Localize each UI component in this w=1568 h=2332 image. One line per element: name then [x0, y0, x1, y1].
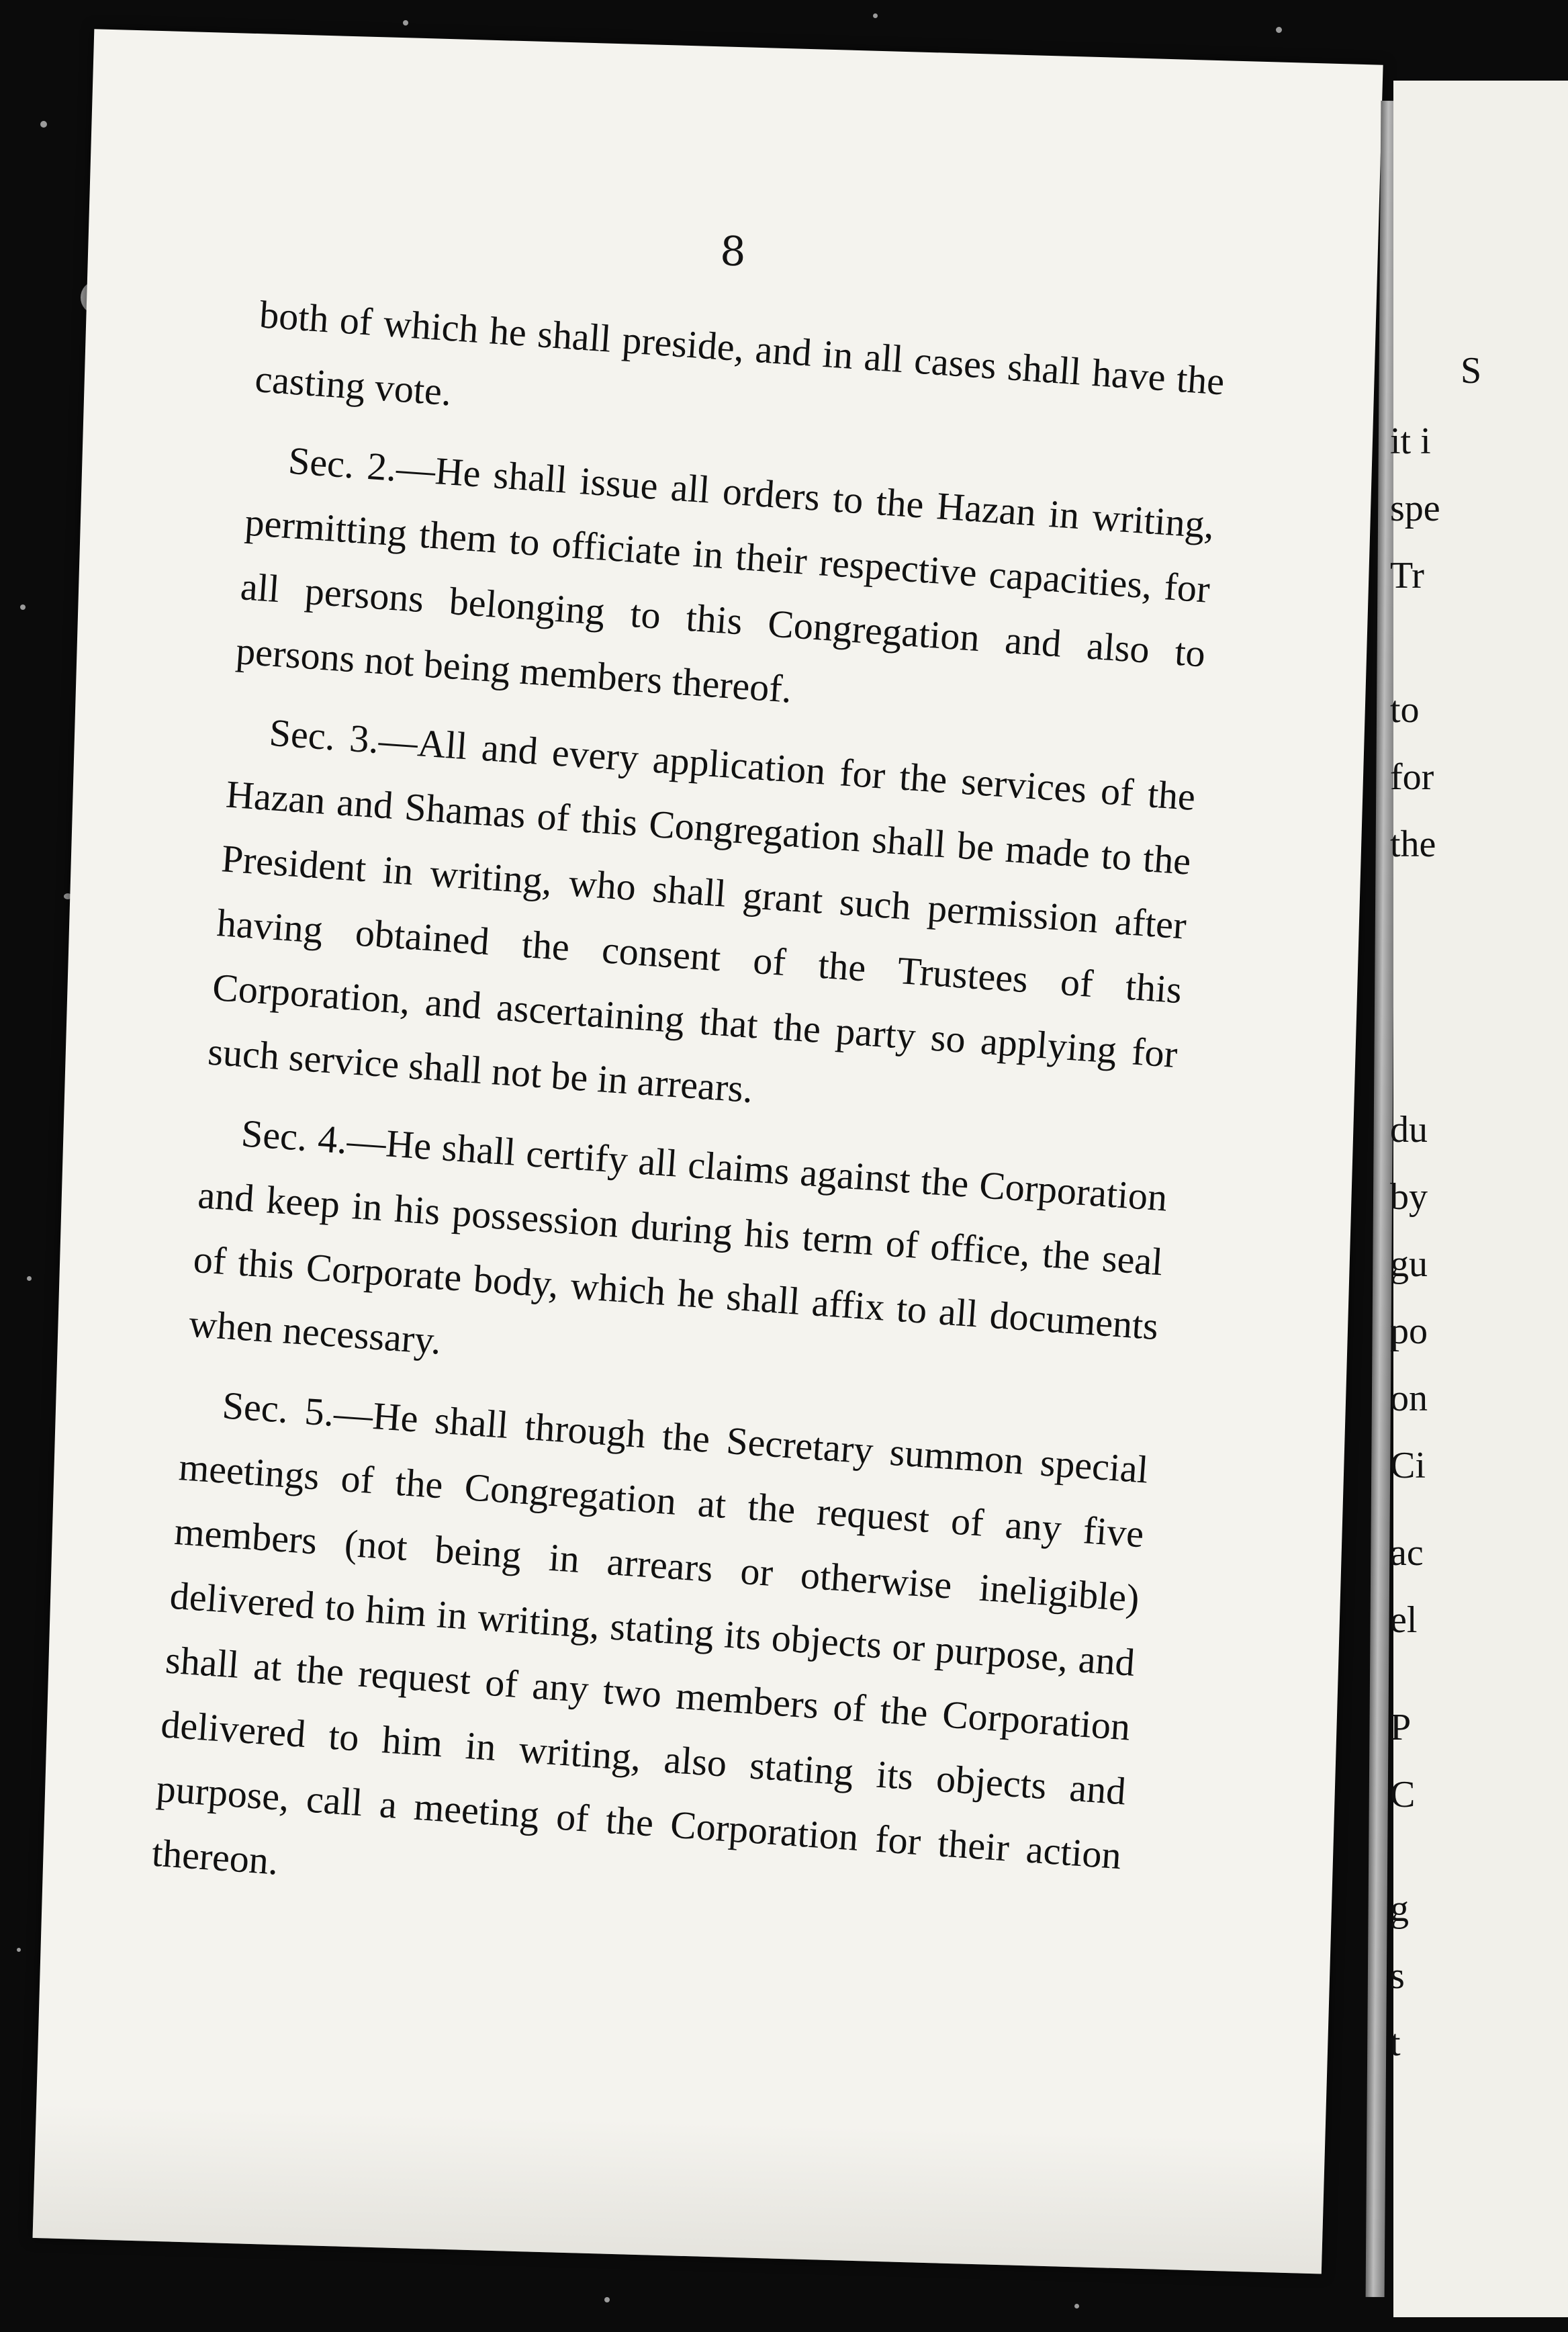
facing-fragment: t	[1390, 2022, 1401, 2064]
facing-fragment: s	[1390, 1955, 1405, 1997]
page-number: 8	[719, 228, 747, 276]
paragraph-sec-3: Sec. 3.—All and every application for the services of the Hazan and Shamas of this Congregation shall be made to the President in writing, who shall grant such permission after having obtained the consent of the Trustees of this Corporation, and ascertaining that the party so applying for such service shall not be in arrears.	[206, 710, 1197, 1112]
facing-fragment: po	[1390, 1310, 1428, 1352]
facing-fragment: to	[1390, 689, 1420, 731]
facing-fragment: el	[1390, 1599, 1418, 1641]
facing-fragment: du	[1390, 1109, 1428, 1151]
facing-fragment: Tr	[1390, 555, 1424, 596]
facing-page	[1390, 81, 1568, 2317]
facing-fragment: ac	[1390, 1532, 1424, 1574]
paragraph-sec-4: Sec. 4.—He shall certify all claims against the Corporation and keep in his possession during his term of office, the seal of this Corporate body, which he shall affix to all documents when necessary.	[187, 1111, 1169, 1363]
facing-fragment: spe	[1390, 488, 1440, 529]
book-page	[33, 29, 1383, 2274]
facing-fragment: on	[1390, 1378, 1428, 1419]
facing-fragment: P	[1390, 1707, 1412, 1748]
facing-fragment: it i	[1390, 420, 1431, 462]
page-text	[149, 282, 1227, 1967]
facing-fragment: Ci	[1390, 1445, 1426, 1486]
facing-fragment: gu	[1390, 1243, 1428, 1285]
paragraph-sec-2: Sec. 2.—He shall issue all orders to the Hazan in writing, permitting them to officiate in their respective capacities, for all persons belonging to this Congregation and also to persons not being members thereof.	[234, 438, 1216, 711]
paragraph-sec-5: Sec. 5.—He shall through the Secretary summon special meetings of the Congregation at the request of any five members (not being in arrears or otherwise ineligible) delivered to him in writing, stating its objects or purpose, and shall at the request of any two members of the Corporation delivered to him in writing, also stating its objects and purpose, call a meeting of the Corporation for their action thereon.	[150, 1383, 1150, 1883]
paragraph-continuation: both of which he shall preside, and in all cases shall have the casting vote.	[253, 292, 1226, 414]
facing-fragment: C	[1390, 1774, 1416, 1815]
facing-fragment: by	[1390, 1176, 1428, 1218]
facing-fragment: for	[1390, 756, 1434, 798]
facing-fragment: S	[1461, 350, 1482, 392]
facing-fragment: the	[1390, 823, 1436, 865]
facing-fragment: g	[1390, 1888, 1409, 1930]
